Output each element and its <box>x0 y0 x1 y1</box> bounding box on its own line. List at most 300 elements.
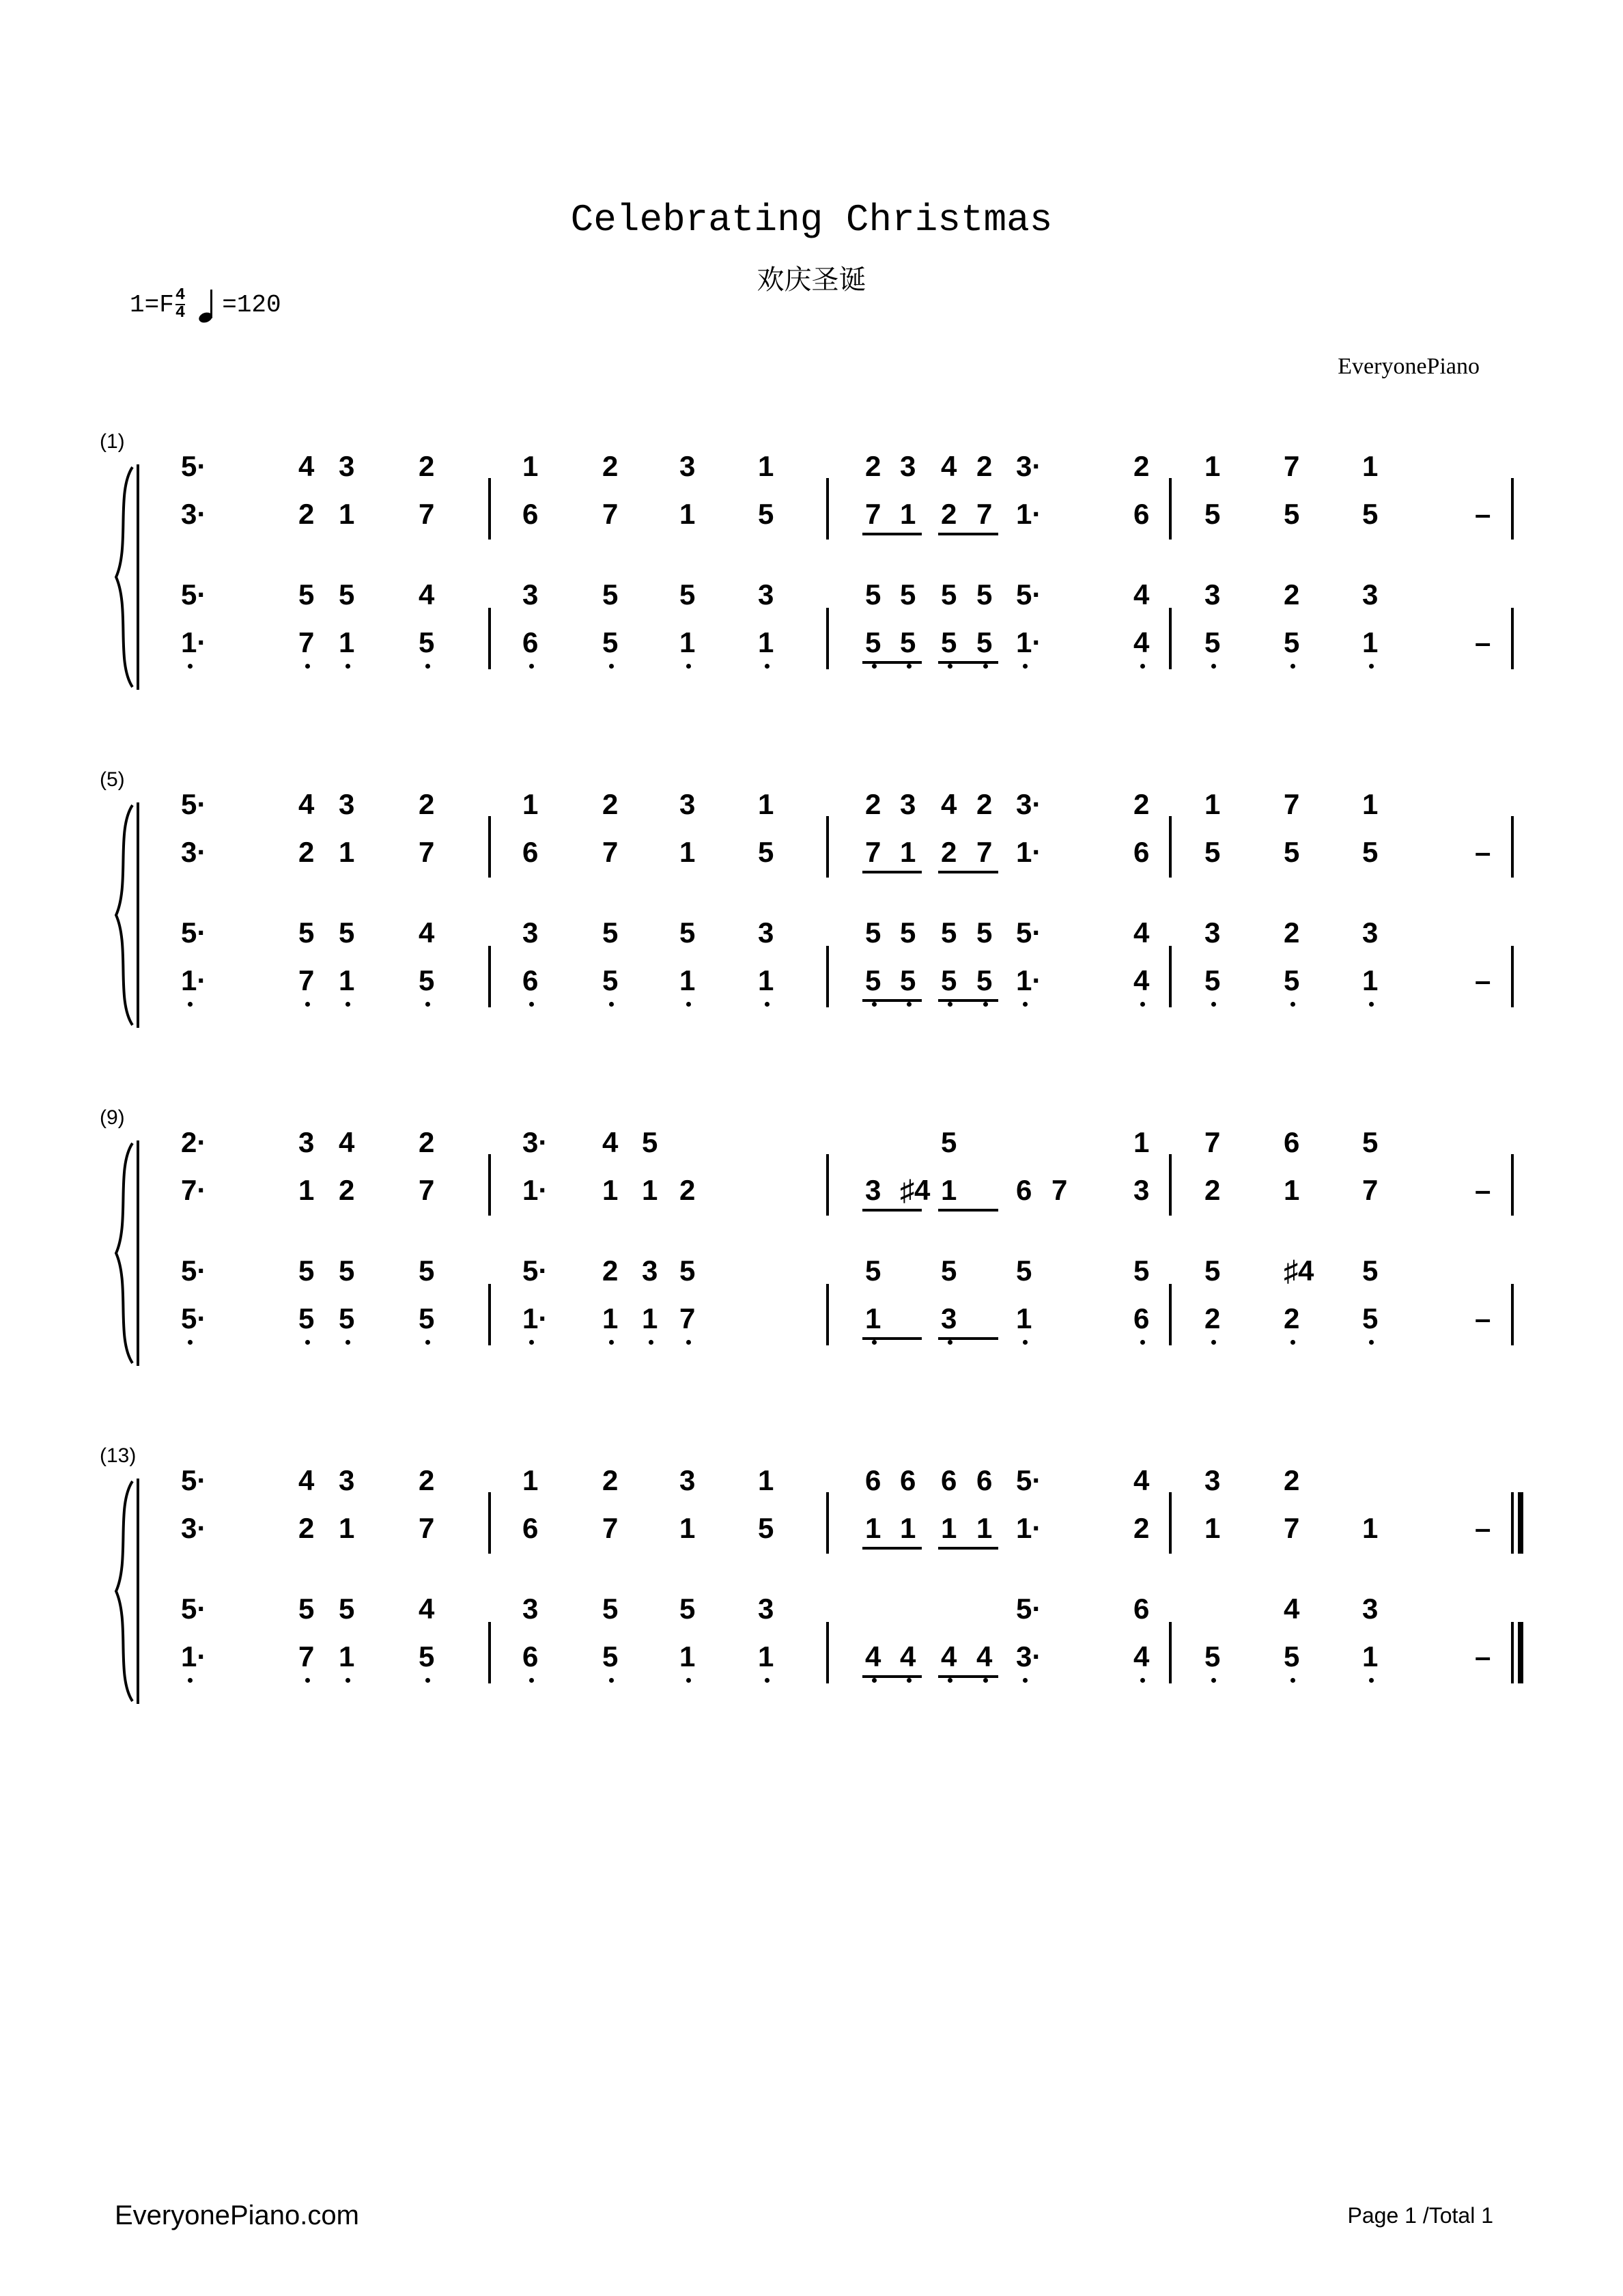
note: 1 <box>602 1302 619 1334</box>
note: 2 <box>1204 1174 1221 1206</box>
note: 7 <box>1362 1174 1379 1206</box>
note: 5 <box>602 964 619 996</box>
sustain-dash: – <box>1475 1302 1491 1334</box>
system-start-bar <box>137 1479 139 1704</box>
note: 1 <box>1204 788 1221 820</box>
octave-dot <box>983 1678 988 1683</box>
sustain-dash: – <box>1475 1640 1491 1672</box>
note: 1 <box>679 964 696 996</box>
note: 5 <box>976 916 993 949</box>
note: 1 <box>1362 1512 1379 1544</box>
note: 7 <box>865 836 881 868</box>
note: 7 <box>298 1640 315 1672</box>
note: 5· <box>181 1593 207 1625</box>
note: 4 <box>298 1464 315 1496</box>
note: ♯4 <box>900 1174 931 1206</box>
octave-dot <box>1211 1678 1216 1683</box>
octave-dot <box>907 664 912 669</box>
note: 1 <box>758 964 774 996</box>
note: 5 <box>339 578 355 611</box>
end-barline-thin <box>1511 1622 1514 1683</box>
barline <box>1169 816 1172 878</box>
barline <box>1169 478 1172 540</box>
end-barline <box>1511 608 1514 669</box>
note: 5 <box>339 916 355 949</box>
note: 1 <box>339 1512 355 1544</box>
key-signature: 1=F <box>130 290 174 319</box>
note: 5 <box>1362 1126 1379 1158</box>
octave-dot <box>1211 1002 1216 1007</box>
note: 5 <box>1204 626 1221 658</box>
note: 5 <box>602 1640 619 1672</box>
end-barline <box>1518 1622 1523 1683</box>
note: 6 <box>1016 1174 1032 1206</box>
note: 1 <box>758 450 774 482</box>
measure-number: (9) <box>100 1106 125 1129</box>
note: 5· <box>181 1255 207 1287</box>
note: 3 <box>941 1302 957 1334</box>
note: 5 <box>679 916 696 949</box>
note: 5 <box>602 1593 619 1625</box>
note: 3 <box>1204 578 1221 611</box>
note: 6 <box>522 626 539 658</box>
note: 6 <box>900 1464 916 1496</box>
note: 5 <box>419 626 435 658</box>
octave-dot <box>948 664 952 669</box>
note: 5 <box>900 964 916 996</box>
note: 2 <box>602 1464 619 1496</box>
note: 1 <box>1362 788 1379 820</box>
note: 5 <box>865 916 881 949</box>
barline <box>826 1492 829 1554</box>
note: 3 <box>758 1593 774 1625</box>
octave-dot <box>1369 1340 1374 1345</box>
note: 5 <box>679 1593 696 1625</box>
end-barline <box>1511 1154 1514 1216</box>
note: 1 <box>679 498 696 530</box>
note: 4 <box>941 1640 957 1672</box>
note: 5 <box>1133 1255 1150 1287</box>
octave-dot <box>305 1340 310 1345</box>
note: 7· <box>181 1174 207 1206</box>
note: 6 <box>1133 498 1150 530</box>
note: 2 <box>679 1174 696 1206</box>
note: 5 <box>976 578 993 611</box>
octave-dot <box>686 1678 691 1683</box>
octave-dot <box>872 1002 877 1007</box>
octave-dot <box>188 1340 193 1345</box>
note: 2 <box>419 788 435 820</box>
note: 4 <box>1133 916 1150 949</box>
note: 3 <box>900 450 916 482</box>
note: 2 <box>1133 788 1150 820</box>
note: 5 <box>642 1126 658 1158</box>
note: 5 <box>1204 1640 1221 1672</box>
end-barline <box>1511 816 1514 878</box>
note: 3 <box>339 1464 355 1496</box>
octave-dot <box>686 664 691 669</box>
footer-page-count: Page 1 /Total 1 <box>1347 2203 1493 2228</box>
note: 5 <box>1284 1640 1300 1672</box>
barline <box>1169 946 1172 1007</box>
barline <box>1169 1492 1172 1554</box>
note: 7 <box>298 964 315 996</box>
note: ♯4 <box>1284 1255 1314 1287</box>
note: 7 <box>1284 450 1300 482</box>
note: 3· <box>181 1512 207 1544</box>
octave-dot <box>609 1340 614 1345</box>
note: 4 <box>419 916 435 949</box>
octave-dot <box>948 1678 952 1683</box>
note: 1 <box>758 1640 774 1672</box>
note: 5 <box>941 1255 957 1287</box>
octave-dot <box>345 664 350 669</box>
note: 4 <box>941 450 957 482</box>
note: 3 <box>642 1255 658 1287</box>
note: 5 <box>976 964 993 996</box>
octave-dot <box>188 1678 193 1683</box>
octave-dot <box>1369 664 1374 669</box>
barline <box>826 946 829 1007</box>
note: 3· <box>1016 450 1042 482</box>
note: 5 <box>419 1640 435 1672</box>
octave-dot <box>425 1678 430 1683</box>
octave-dot <box>765 664 770 669</box>
octave-dot <box>188 1002 193 1007</box>
end-barline <box>1518 1492 1523 1554</box>
note: 5 <box>679 578 696 611</box>
octave-dot <box>686 1002 691 1007</box>
note: 5 <box>602 578 619 611</box>
note: 1 <box>1362 964 1379 996</box>
note: 6 <box>1284 1126 1300 1158</box>
note: 5 <box>1284 964 1300 996</box>
note: 1 <box>865 1512 881 1544</box>
note: 5 <box>941 964 957 996</box>
note: 3 <box>1362 578 1379 611</box>
note: 5 <box>900 578 916 611</box>
octave-dot <box>1023 664 1028 669</box>
note: 5 <box>1204 836 1221 868</box>
note: 3 <box>900 788 916 820</box>
note: 2 <box>941 836 957 868</box>
note: 5 <box>298 1255 315 1287</box>
barline <box>488 816 491 878</box>
note: 1 <box>900 836 916 868</box>
note: 6 <box>865 1464 881 1496</box>
note: 5 <box>298 916 315 949</box>
note: 4 <box>1133 626 1150 658</box>
note: 7 <box>419 1512 435 1544</box>
note: 1 <box>1204 450 1221 482</box>
octave-dot <box>1140 1002 1145 1007</box>
note: 4 <box>339 1126 355 1158</box>
note: 1 <box>642 1302 658 1334</box>
note: 6 <box>522 1512 539 1544</box>
octave-dot <box>609 1002 614 1007</box>
barline <box>488 1154 491 1216</box>
note: 1 <box>679 626 696 658</box>
note: 1· <box>522 1174 548 1206</box>
barline <box>1169 1154 1172 1216</box>
note: 2 <box>419 1126 435 1158</box>
note: 1 <box>679 1640 696 1672</box>
note: 6 <box>941 1464 957 1496</box>
octave-dot <box>425 1002 430 1007</box>
note: 5 <box>865 1255 881 1287</box>
note: 5· <box>1016 578 1042 611</box>
beam <box>862 999 922 1002</box>
barline <box>1169 608 1172 669</box>
note: 5 <box>419 1302 435 1334</box>
note: 5· <box>181 916 207 949</box>
octave-dot <box>345 1002 350 1007</box>
note: 2 <box>419 450 435 482</box>
beam <box>862 1209 922 1212</box>
barline <box>488 608 491 669</box>
octave-dot <box>529 1002 534 1007</box>
note: 2 <box>865 450 881 482</box>
octave-dot <box>609 1678 614 1683</box>
barline <box>1169 1284 1172 1345</box>
note: 5 <box>298 1302 315 1334</box>
system-brace <box>109 464 139 690</box>
note: 7 <box>1204 1126 1221 1158</box>
octave-dot <box>305 664 310 669</box>
note: 2 <box>976 788 993 820</box>
system-brace <box>109 1140 139 1366</box>
beam <box>862 533 922 535</box>
page-subtitle: 欢庆圣诞 <box>757 264 866 296</box>
octave-dot <box>1023 1678 1028 1683</box>
note: 3 <box>865 1174 881 1206</box>
system-brace <box>109 802 139 1028</box>
note: 6 <box>522 1640 539 1672</box>
sustain-dash: – <box>1475 964 1491 996</box>
sustain-dash: – <box>1475 1512 1491 1544</box>
note: 3 <box>679 788 696 820</box>
note: 5 <box>941 916 957 949</box>
note: 1 <box>679 836 696 868</box>
octave-dot <box>345 1340 350 1345</box>
note: 6 <box>1133 836 1150 868</box>
note: 3· <box>1016 788 1042 820</box>
end-barline <box>1511 946 1514 1007</box>
note: 1· <box>1016 836 1042 868</box>
note: 1 <box>941 1512 957 1544</box>
key-tempo-line <box>130 287 281 322</box>
note: 7 <box>602 1512 619 1544</box>
note: 7 <box>419 836 435 868</box>
octave-dot <box>1140 664 1145 669</box>
system-2 <box>0 768 1623 1035</box>
note: 4 <box>941 788 957 820</box>
note: 1 <box>679 1512 696 1544</box>
note: 2 <box>602 788 619 820</box>
system-start-bar <box>137 802 139 1028</box>
note: 3· <box>181 498 207 530</box>
note: 1 <box>1362 626 1379 658</box>
note: 3 <box>1204 916 1221 949</box>
end-barline-thin <box>1511 1492 1514 1554</box>
note: 1 <box>522 450 539 482</box>
note: 2 <box>941 498 957 530</box>
note: 5· <box>522 1255 548 1287</box>
barline <box>488 1622 491 1683</box>
note: 3 <box>758 916 774 949</box>
note: 7 <box>976 498 993 530</box>
octave-dot <box>649 1340 653 1345</box>
beam <box>938 999 998 1002</box>
note: 1 <box>339 626 355 658</box>
note: 6 <box>976 1464 993 1496</box>
note: 4 <box>419 1593 435 1625</box>
note: 1· <box>1016 964 1042 996</box>
note: 2 <box>1284 916 1300 949</box>
note: 1· <box>181 626 207 658</box>
note: 4 <box>1133 1464 1150 1496</box>
note: 5 <box>1362 498 1379 530</box>
note: 3 <box>758 578 774 611</box>
barline <box>488 946 491 1007</box>
system-1 <box>0 430 1623 697</box>
beam <box>862 871 922 873</box>
note: 6 <box>1133 1593 1150 1625</box>
beam <box>862 1675 922 1678</box>
barline <box>826 1154 829 1216</box>
system-start-bar <box>137 464 139 690</box>
note: 5 <box>602 916 619 949</box>
note: 5 <box>1204 964 1221 996</box>
octave-dot <box>872 1340 877 1345</box>
note: 2 <box>1204 1302 1221 1334</box>
note: 5 <box>679 1255 696 1287</box>
note: 5 <box>941 578 957 611</box>
note: 2 <box>419 1464 435 1496</box>
end-barline <box>1511 1284 1514 1345</box>
beam <box>938 871 998 873</box>
octave-dot <box>529 1678 534 1683</box>
beam <box>938 1547 998 1550</box>
note: 1 <box>1362 1640 1379 1672</box>
end-barline <box>1511 478 1514 540</box>
quarter-note-icon <box>199 287 219 322</box>
beam <box>938 661 998 664</box>
note: 1· <box>181 964 207 996</box>
note: 5 <box>900 916 916 949</box>
note: 7 <box>1284 1512 1300 1544</box>
note: 3 <box>298 1126 315 1158</box>
note: 3 <box>1204 1464 1221 1496</box>
note: 5 <box>339 1302 355 1334</box>
note: 2 <box>976 450 993 482</box>
octave-dot <box>872 1678 877 1683</box>
note: 3 <box>339 450 355 482</box>
octave-dot <box>983 1002 988 1007</box>
octave-dot <box>1369 1002 1374 1007</box>
note: 1· <box>1016 1512 1042 1544</box>
note: 5 <box>298 578 315 611</box>
sustain-dash: – <box>1475 498 1491 530</box>
system-4 <box>0 1444 1623 1711</box>
note: 4 <box>602 1126 619 1158</box>
note: 3 <box>679 450 696 482</box>
note: 2 <box>602 450 619 482</box>
note: 5 <box>865 964 881 996</box>
note: 2 <box>602 1255 619 1287</box>
note: 6 <box>522 836 539 868</box>
note: 5 <box>1204 1255 1221 1287</box>
octave-dot <box>765 1002 770 1007</box>
note: 5· <box>1016 1464 1042 1496</box>
octave-dot <box>305 1678 310 1683</box>
octave-dot <box>1211 1340 1216 1345</box>
note: 3 <box>522 578 539 611</box>
sustain-dash: – <box>1475 836 1491 868</box>
tempo: =120 <box>222 290 281 319</box>
note: 5· <box>181 450 207 482</box>
note: 2 <box>298 836 315 868</box>
note: 1 <box>298 1174 315 1206</box>
note: 6 <box>522 498 539 530</box>
barline <box>488 478 491 540</box>
note: 5 <box>1016 1255 1032 1287</box>
octave-dot <box>948 1340 952 1345</box>
note: 4 <box>1133 964 1150 996</box>
octave-dot <box>529 1340 534 1345</box>
octave-dot <box>907 1678 912 1683</box>
system-brace <box>109 1479 139 1704</box>
octave-dot <box>872 664 877 669</box>
measure-number: (1) <box>100 430 125 453</box>
octave-dot <box>345 1678 350 1683</box>
note: 7 <box>679 1302 696 1334</box>
note: 5 <box>758 836 774 868</box>
note: 2 <box>339 1174 355 1206</box>
note: 7 <box>1052 1174 1068 1206</box>
note: 5 <box>865 626 881 658</box>
note: 1· <box>1016 498 1042 530</box>
note: 4 <box>865 1640 881 1672</box>
octave-dot <box>1023 1002 1028 1007</box>
note: 5 <box>339 1593 355 1625</box>
note: 2 <box>865 788 881 820</box>
note: 5 <box>758 1512 774 1544</box>
note: 6 <box>522 964 539 996</box>
note: 1 <box>758 788 774 820</box>
beam <box>862 1547 922 1550</box>
note: 1 <box>900 1512 916 1544</box>
octave-dot <box>1290 664 1295 669</box>
note: 5 <box>900 626 916 658</box>
note: 7 <box>602 498 619 530</box>
note: 1 <box>1362 450 1379 482</box>
note: 7 <box>1284 788 1300 820</box>
note: 5 <box>1204 498 1221 530</box>
note: 5· <box>181 1464 207 1496</box>
beam <box>862 1337 922 1340</box>
note: 3· <box>1016 1640 1042 1672</box>
note: 2 <box>1133 450 1150 482</box>
octave-dot <box>1211 664 1216 669</box>
note: 5 <box>941 626 957 658</box>
beam <box>938 1209 998 1212</box>
note: 2 <box>1284 578 1300 611</box>
time-signature: $\frac{4}{4}$ <box>175 286 186 322</box>
note: 1 <box>900 498 916 530</box>
note: 1 <box>1133 1126 1150 1158</box>
barline <box>488 1284 491 1345</box>
